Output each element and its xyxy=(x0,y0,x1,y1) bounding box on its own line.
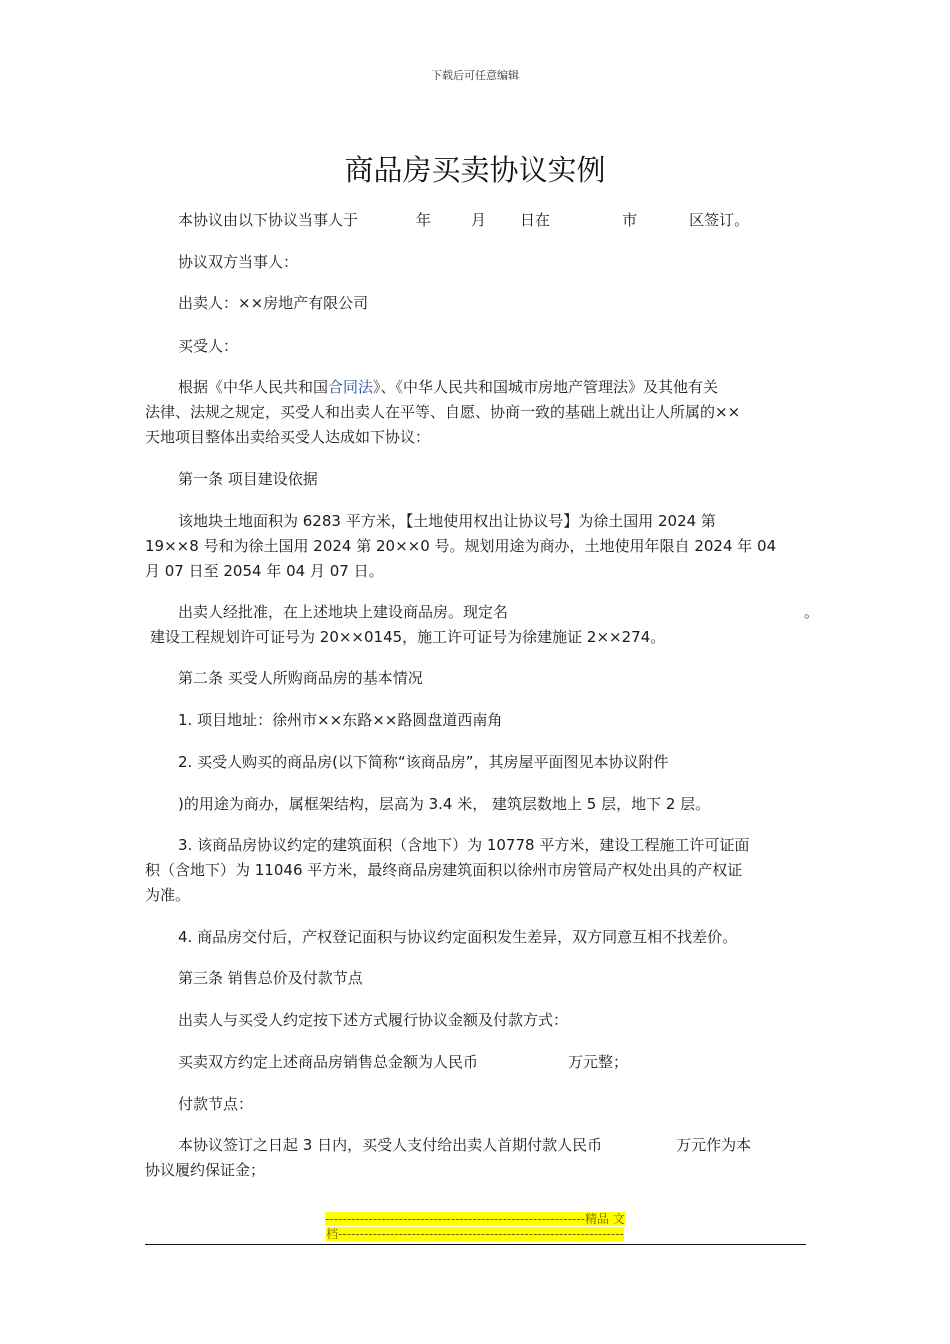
footer-watermark-line2 xyxy=(0,1227,950,1242)
article-3-p2 xyxy=(178,1050,808,1075)
article-2-item-3-line2: 积（含地下）为 11046 平方米，最终商品房建筑面积以徐州市房管局产权处出具的产权证 xyxy=(145,861,743,879)
article-2-item-1: 1. 项目地址：徐州市××东路××路圆盘道西南角 xyxy=(178,711,503,729)
month-label: 月 xyxy=(471,211,487,229)
paragraph-seller: 出卖人：××房地产有限公司 xyxy=(178,294,369,312)
footer-highlight-1: ------------------------------------------------------------精品 文 xyxy=(325,1212,625,1226)
article-3-p1: 出卖人与买受人约定按下述方式履行协议金额及付款方式： xyxy=(178,1011,569,1029)
district-label: 区签订。 xyxy=(689,211,750,229)
article-1-p2-line2: 建设工程规划许可证号为 20××0145，施工许可证号为徐建施证 2××274。 xyxy=(150,628,666,646)
paragraph-basis-line1 xyxy=(178,375,808,400)
article-3-p3: 付款节点： xyxy=(178,1095,254,1113)
first-payment-text: 本协议签订之日起 3 日内，买受人支付给出卖人首期付款人民币 xyxy=(178,1136,603,1154)
article-1-p1-line1: 该地块土地面积为 6283 平方米，【土地使用权出让协议号】为徐土国用 2024 第 xyxy=(178,512,716,530)
article-2-item-2-line2: )的用途为商办，属框架结构，层高为 3.4 米， 建筑层数地上 5 层，地下 2 层。 xyxy=(178,795,711,813)
signing-text: 本协议由以下协议当事人于 xyxy=(178,211,359,229)
document-title: 商品房买卖协议实例 xyxy=(344,153,606,187)
article-3-heading: 第三条 销售总价及付款节点 xyxy=(178,969,363,987)
project-name-text: 出卖人经批准，在上述地块上建设商品房。现定名 xyxy=(178,603,509,621)
article-1-p1-line2: 19××8 号和为徐土国用 2024 第 20××0 号。规划用途为商办，土地使用年限自 2024 年 04 xyxy=(145,537,777,555)
project-name-end: 。 xyxy=(804,603,820,621)
paragraph-basis-line3: 天地项目整体出卖给买受人达成如下协议： xyxy=(145,428,431,446)
article-1-heading: 第一条 项目建设依据 xyxy=(178,470,318,488)
year-label: 年 xyxy=(416,211,432,229)
article-2-item-3-line1: 3. 该商品房协议约定的建筑面积（含地下）为 10778 平方米，建设工程施工许可证面 xyxy=(178,836,750,854)
article-1-p1-line3: 月 07 日至 2054 年 04 月 07 日。 xyxy=(145,562,384,580)
footer-highlight-2: 档------------------------------------------------------------------ xyxy=(326,1227,624,1241)
footer-divider xyxy=(145,1244,806,1245)
article-2-item-2-line1: 2. 买受人购买的商品房(以下简称“该商品房”，其房屋平面图见本协议附件 xyxy=(178,753,669,771)
article-2-heading: 第二条 买受人所购商品房的基本情况 xyxy=(178,669,423,687)
article-3-p4-line1 xyxy=(178,1133,808,1158)
first-payment-unit: 万元作为本 xyxy=(676,1136,752,1154)
paragraph-signing-date xyxy=(178,208,808,233)
article-2-item-3-line3: 为准。 xyxy=(145,886,191,904)
city-label: 市 xyxy=(622,211,638,229)
basis-text-cont: 》、《中华人民共和国城市房地产管理法》及其他有关 xyxy=(373,378,719,396)
paragraph-basis-line2: 法律、法规之规定，买受人和出卖人在平等、自愿、协商一致的基础上就出让人所属的×× xyxy=(145,403,741,421)
article-2-item-4: 4. 商品房交付后，产权登记面积与协议约定面积发生差异，双方同意互相不找差价。 xyxy=(178,928,738,946)
footer-watermark-line1 xyxy=(0,1212,950,1227)
header-note: 下载后可任意编辑 xyxy=(431,69,519,82)
total-amount-unit: 万元整； xyxy=(568,1053,629,1071)
basis-text: 根据《中华人民共和国 xyxy=(178,378,329,396)
day-label: 日在 xyxy=(520,211,551,229)
total-amount-text: 买卖双方约定上述商品房销售总金额为人民币 xyxy=(178,1053,479,1071)
article-3-p4-line2: 协议履约保证金； xyxy=(145,1161,266,1179)
paragraph-parties: 协议双方当事人： xyxy=(178,253,299,271)
article-1-p2-line1 xyxy=(178,600,820,625)
contract-law-link[interactable]: 合同法 xyxy=(328,378,374,396)
paragraph-buyer: 买受人： xyxy=(178,337,239,355)
